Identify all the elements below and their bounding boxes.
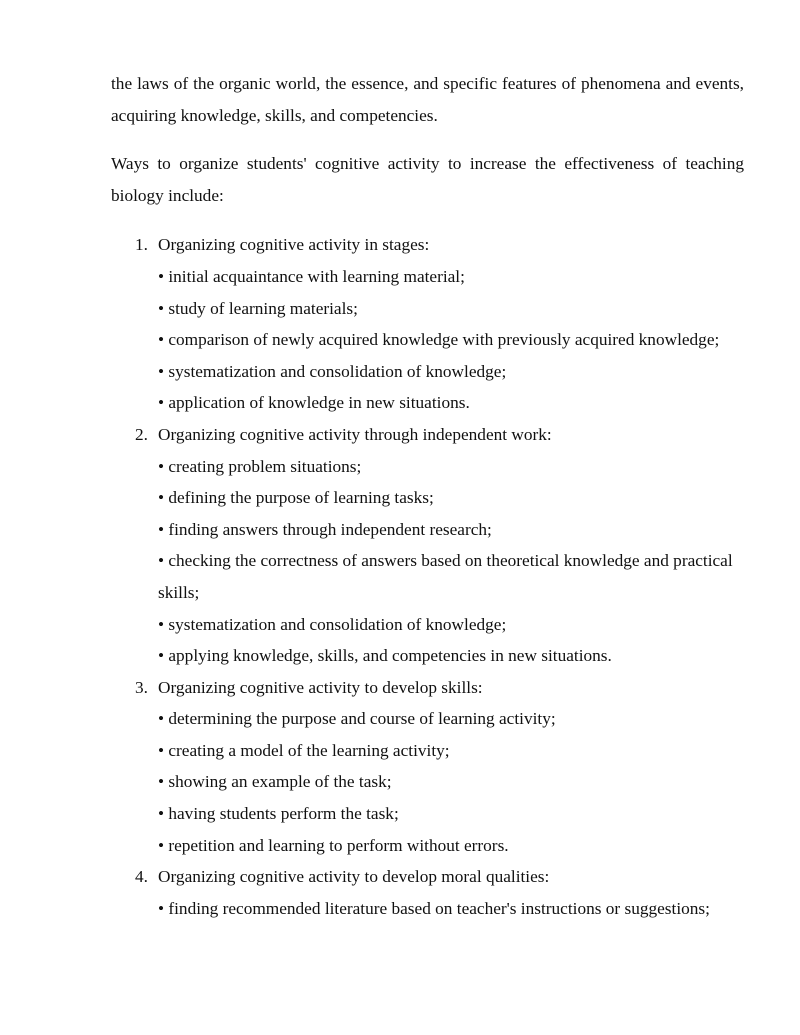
sub-list-item: • applying knowledge, skills, and competencies in new situations.	[158, 646, 612, 666]
sub-list-item: • determining the purpose and course of learning activity;	[158, 709, 556, 729]
list-number: 1.	[135, 235, 148, 255]
list-item-2	[111, 419, 744, 672]
sub-list-item: • comparison of newly acquired knowledge with previously acquired knowledge;	[158, 330, 720, 350]
paragraph-intro: Ways to organize students' cognitive activity to increase the effectiveness of teaching biology include:	[111, 154, 744, 205]
document-page	[111, 68, 744, 924]
sub-list-item: • finding answers through independent research;	[158, 519, 492, 539]
sub-list-item: • creating a model of the learning activity;	[158, 740, 450, 760]
list-item-3	[111, 672, 744, 862]
sub-list-item: • initial acquaintance with learning material;	[158, 266, 465, 286]
sub-list	[158, 451, 744, 672]
list-item-title: Organizing cognitive activity in stages:	[158, 235, 430, 255]
sub-list-item: • creating problem situations;	[158, 456, 362, 476]
sub-list-item: • showing an example of the task;	[158, 772, 392, 792]
list-number: 2.	[135, 424, 148, 444]
sub-list-item: • finding recommended literature based on teacher's instructions or suggestions;	[158, 898, 710, 918]
numbered-list	[111, 229, 744, 924]
sub-list-item: • application of knowledge in new situations.	[158, 393, 470, 413]
sub-list-item: • study of learning materials;	[158, 298, 358, 318]
paragraph-continuation: the laws of the organic world, the essence, and specific features of phenomena and events, acquiring knowledge, skills, and competencies.	[111, 74, 744, 125]
sub-list-item: • having students perform the task;	[158, 804, 399, 824]
sub-list	[158, 893, 744, 925]
list-item-1	[111, 229, 744, 419]
sub-list	[158, 703, 744, 861]
list-item-4	[111, 861, 744, 924]
list-item-title: Organizing cognitive activity to develop skills:	[158, 677, 483, 697]
sub-list-item: • repetition and learning to perform without errors.	[158, 835, 509, 855]
list-item-title: Organizing cognitive activity to develop moral qualities:	[158, 867, 550, 887]
sub-list-item: • checking the correctness of answers based on theoretical knowledge and practical skills;	[158, 551, 733, 602]
list-number: 4.	[135, 867, 148, 887]
sub-list-item: • systematization and consolidation of knowledge;	[158, 614, 507, 634]
sub-list-item: • systematization and consolidation of knowledge;	[158, 361, 507, 381]
list-number: 3.	[135, 677, 148, 697]
sub-list-item: • defining the purpose of learning tasks;	[158, 488, 434, 508]
sub-list	[158, 261, 744, 419]
list-item-title: Organizing cognitive activity through independent work:	[158, 424, 552, 444]
